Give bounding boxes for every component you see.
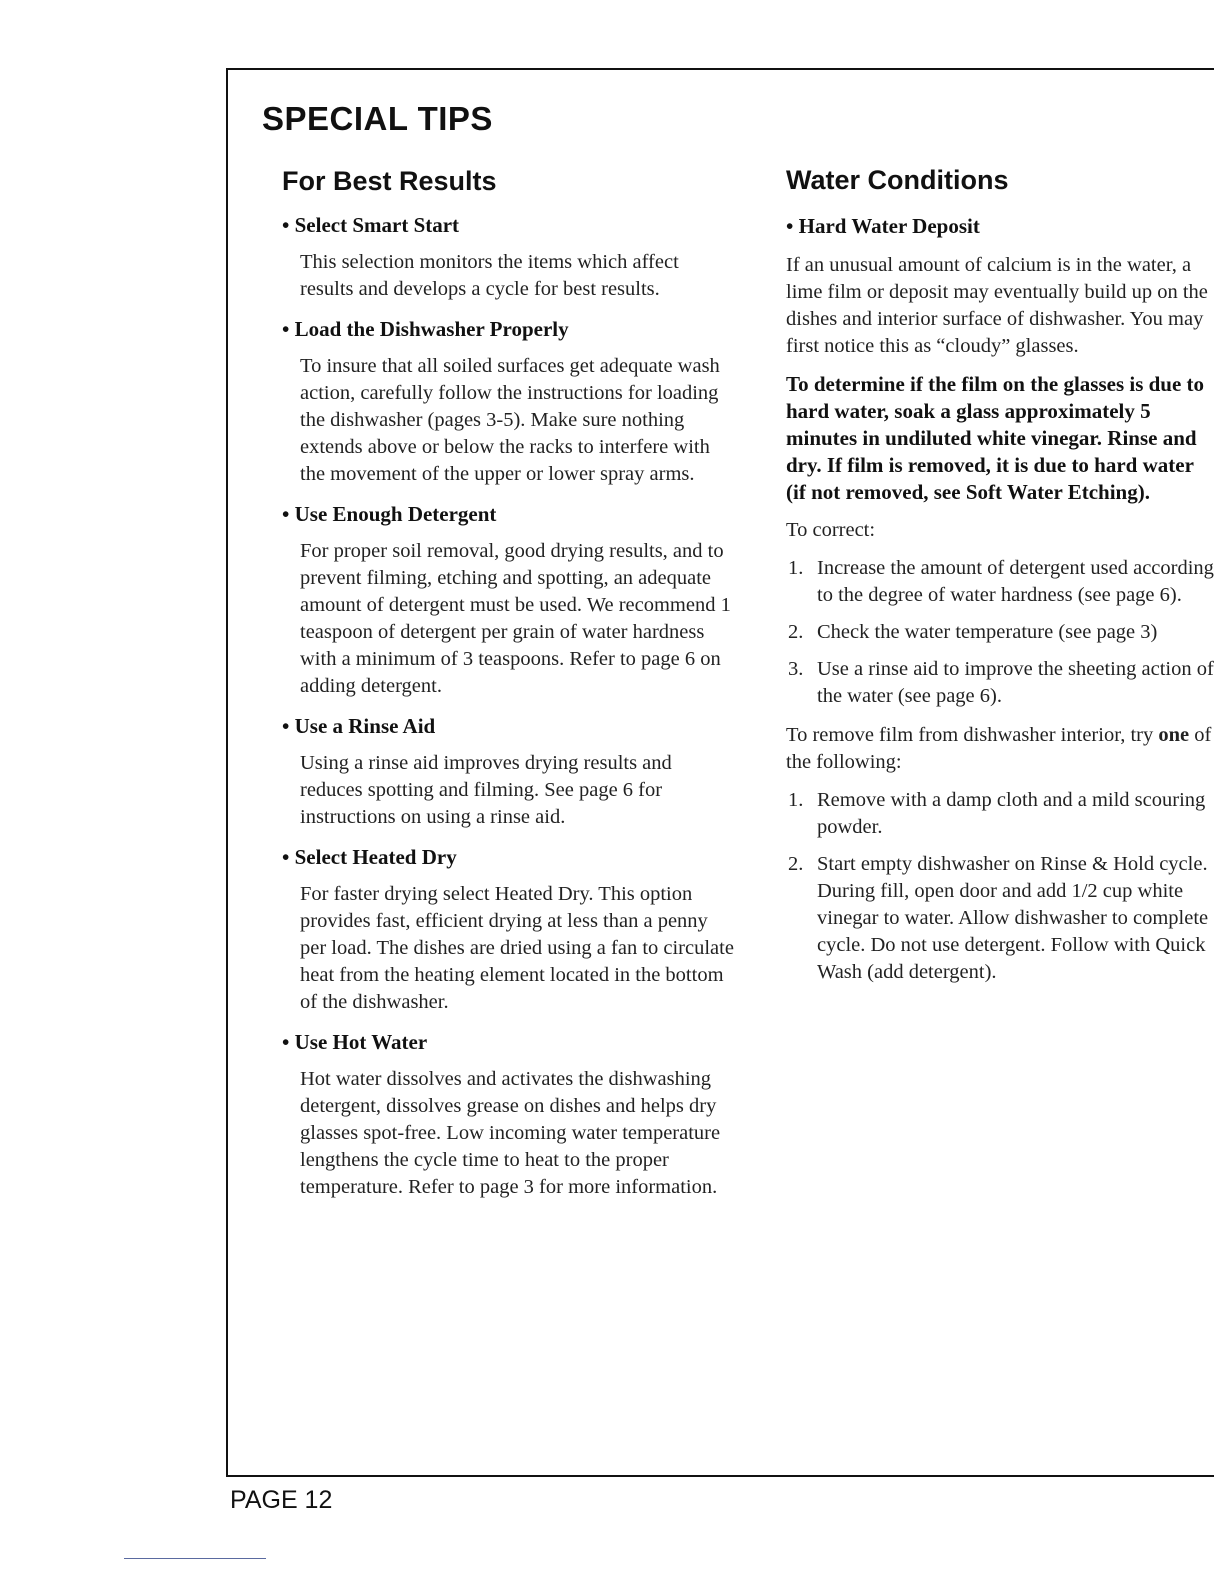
list-item: 2. Start empty dishwasher on Rinse & Hold cycle. During fill, open door and add 1/2 cup white vinegar to water. Allow dishwasher to complete cycle. Do not use detergent. Follow with Quick Wash (add detergent). <box>788 853 1209 983</box>
tip-title: • Use Enough Detergent <box>282 502 497 526</box>
tip-title: • Use Hot Water <box>282 1030 428 1054</box>
film-test-note: To determine if the film on the glasses is due to hard water, soak a glass approximately 5 minutes in undiluted white vinegar. Rinse and dry. If film is removed, it is due to hard water (if not removed, see Soft Water Etching). <box>786 372 1205 504</box>
tip-body: Hot water dissolves and activates the dishwashing detergent, dissolves grease on dishes and helps dry glasses spot-free. Low incoming water temperature lengthens the cycle time to heat to the proper temperature. Refer to page 3 for more information. <box>300 1068 721 1198</box>
remove-film-intro: To remove film from dishwasher interior, try one of the following: <box>786 724 1212 773</box>
tip-title: • Load the Dishwasher Properly <box>282 317 569 341</box>
list-item: 1. Increase the amount of detergent used according to the degree of water hardness (see page 6). <box>788 557 1214 606</box>
tip-body: Using a rinse aid improves drying results and reduces spotting and filming. See page 6 for instructions on using a rinse aid. <box>300 752 672 828</box>
correct-steps-list <box>786 555 1214 710</box>
water-conditions-heading: Water Conditions <box>786 165 1009 195</box>
tip-smart-start <box>282 211 734 303</box>
hard-water-title: • Hard Water Deposit <box>786 214 980 238</box>
tip-body: For proper soil removal, good drying results, and to prevent filming, etching and spotting, an adequate amount of detergent must be used. We recommend 1 teaspoon of detergent per grain of water hardness with a minimum of 3 teaspoons. Refer to page 6 on adding detergent. <box>300 540 731 697</box>
tip-body: For faster drying select Heated Dry. This option provides fast, efficient drying at less than a penny per load. The dishes are dried using a fan to circulate heat from the heating element located in the bottom of the dishwasher. <box>300 883 734 1013</box>
tip-title: • Select Heated Dry <box>282 845 457 869</box>
tip-hot-water <box>282 1028 734 1201</box>
tip-title: • Select Smart Start <box>282 213 460 237</box>
list-item: 1. Remove with a damp cloth and a mild scouring powder. <box>788 789 1206 838</box>
scan-artifact-line <box>124 1558 266 1559</box>
best-results-column <box>282 163 734 1201</box>
frame-bottom-rule <box>226 1475 1214 1477</box>
tip-title: • Use a Rinse Aid <box>282 714 436 738</box>
page-number: PAGE 12 <box>230 1486 333 1514</box>
tip-enough-detergent <box>282 500 734 700</box>
tip-body: This selection monitors the items which affect results and develops a cycle for best results. <box>300 251 679 300</box>
remove-steps-list <box>786 787 1214 986</box>
list-item: 2. Check the water temperature (see page 3) <box>788 621 1158 643</box>
hard-water-intro: If an unusual amount of calcium is in the water, a lime film or deposit may eventually build up on the dishes and interior surface of dishwasher. You may first notice this as “cloudy” glasses. <box>786 254 1208 357</box>
tip-heated-dry <box>282 843 734 1016</box>
tip-load-properly <box>282 315 734 488</box>
tip-rinse-aid <box>282 712 734 831</box>
list-item: 3. Use a rinse aid to improve the sheeting action of the water (see page 6). <box>788 658 1214 707</box>
tip-body: To insure that all soiled surfaces get adequate wash action, carefully follow the instructions for loading the dishwasher (pages 3-5). Make sure nothing extends above or below the racks to interfere with the movement of the upper or lower spray arms. <box>300 355 720 485</box>
to-correct-label: To correct: <box>786 519 876 541</box>
water-conditions-column <box>786 162 1214 986</box>
frame-left-rule <box>226 68 228 1476</box>
page-title: SPECIAL TIPS <box>262 100 493 137</box>
best-results-heading: For Best Results <box>282 166 497 196</box>
frame-top-rule <box>226 68 1214 70</box>
